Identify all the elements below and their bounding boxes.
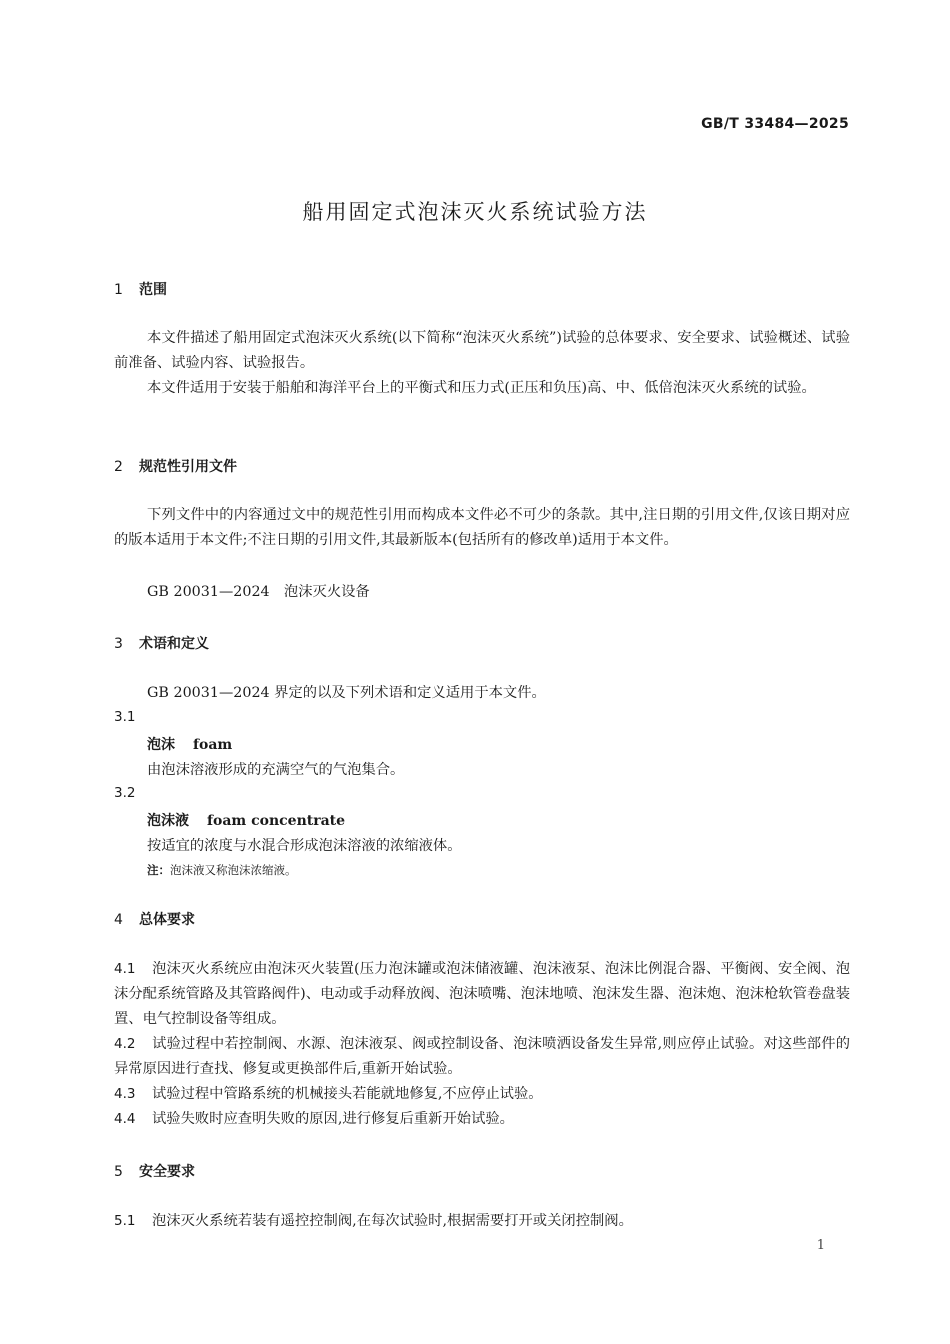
- section-1-paragraph-1: 本文件描述了船用固定式泡沫灭火系统(以下简称“泡沫灭火系统”)试验的总体要求、安全要求、试验概述、试验前准备、试验内容、试验报告。: [114, 330, 850, 371]
- clause-number: 4.1: [114, 961, 136, 977]
- clause-number: 4.4: [114, 1111, 136, 1127]
- section-title: 安全要求: [139, 1164, 195, 1180]
- clause-text: 试验过程中管路系统的机械接头若能就地修复,不应停止试验。: [152, 1086, 543, 1102]
- clause-4-3: [114, 1082, 850, 1107]
- clause-4-2: [114, 1032, 850, 1082]
- section-number: 3: [114, 636, 123, 652]
- section-2-paragraph-1: 下列文件中的内容通过文中的规范性引用而构成本文件必不可少的条款。其中,注日期的引用文件,仅该日期对应的版本适用于本文件;不注日期的引用文件,其最新版本(包括所有的修改单)适用于本文件。: [114, 507, 850, 548]
- section-title: 规范性引用文件: [139, 459, 237, 475]
- term-english: foam: [193, 737, 233, 753]
- section-1-paragraph-2: 本文件适用于安装于船舶和海洋平台上的平衡式和压力式(正压和负压)高、中、低倍泡沫灭火系统的试验。: [147, 380, 816, 396]
- term-definition: 由泡沫溶液形成的充满空气的气泡集合。: [147, 762, 405, 778]
- clause-number: 5.1: [114, 1213, 136, 1229]
- section-3-intro: GB 20031—2024 界定的以及下列术语和定义适用于本文件。: [147, 685, 546, 701]
- term-number: 3.1: [114, 709, 136, 725]
- section-title: 术语和定义: [139, 636, 209, 652]
- clause-text: 试验过程中若控制阀、水源、泡沫液泵、阀或控制设备、泡沫喷洒设备发生异常,则应停止试验。对这些部件的异常原因进行查找、修复或更换部件后,重新开始试验。: [114, 1036, 850, 1077]
- clause-5-1: [114, 1209, 850, 1234]
- note-label: 注：: [147, 863, 170, 877]
- normative-reference: GB 20031—2024 泡沫灭火设备: [147, 584, 370, 600]
- section-title: 总体要求: [139, 912, 195, 928]
- section-number: 4: [114, 912, 123, 928]
- clause-number: 4.3: [114, 1086, 136, 1102]
- section-number: 5: [114, 1164, 123, 1180]
- clause-text: 试验失败时应查明失败的原因,进行修复后重新开始试验。: [152, 1111, 514, 1127]
- term-definition: 按适宜的浓度与水混合形成泡沫溶液的浓缩液体。: [147, 838, 462, 854]
- note-text: 泡沫液又称泡沫浓缩液。: [170, 863, 297, 877]
- section-4-heading: [114, 909, 195, 929]
- clause-text: 泡沫灭火系统应由泡沫灭火装置(压力泡沫罐或泡沫储液罐、泡沫液泵、泡沫比例混合器、平衡阀、安全阀、泡沫分配系统管路及其管路阀件)、电动或手动释放阀、泡沫喷嘴、泡沫地喷、泡沫发生器、泡沫炮、泡沫枪软管卷盘装置、电气控制设备等组成。: [114, 961, 850, 1027]
- term-note: [147, 862, 297, 878]
- term-chinese: 泡沫: [147, 737, 175, 753]
- section-title: 范围: [139, 282, 167, 298]
- clause-4-1: [114, 957, 850, 1032]
- term-chinese: 泡沫液: [147, 813, 189, 829]
- section-number: 1: [114, 282, 123, 298]
- section-5-heading: [114, 1161, 195, 1181]
- section-2-heading: [114, 456, 237, 476]
- clause-number: 4.2: [114, 1036, 136, 1052]
- term-number: 3.2: [114, 785, 136, 801]
- section-1-heading: [114, 279, 167, 299]
- standard-number: GB/T 33484—2025: [701, 116, 849, 132]
- term-english: foam concentrate: [207, 813, 346, 829]
- document-title: 船用固定式泡沫灭火系统试验方法: [302, 200, 648, 224]
- term-name: [147, 810, 345, 830]
- page-number: 1: [816, 1238, 825, 1253]
- term-name: [147, 734, 232, 754]
- clause-4-4: [114, 1107, 850, 1132]
- section-3-heading: [114, 633, 209, 653]
- clause-text: 泡沫灭火系统若装有遥控控制阀,在每次试验时,根据需要打开或关闭控制阀。: [152, 1213, 633, 1229]
- section-number: 2: [114, 459, 123, 475]
